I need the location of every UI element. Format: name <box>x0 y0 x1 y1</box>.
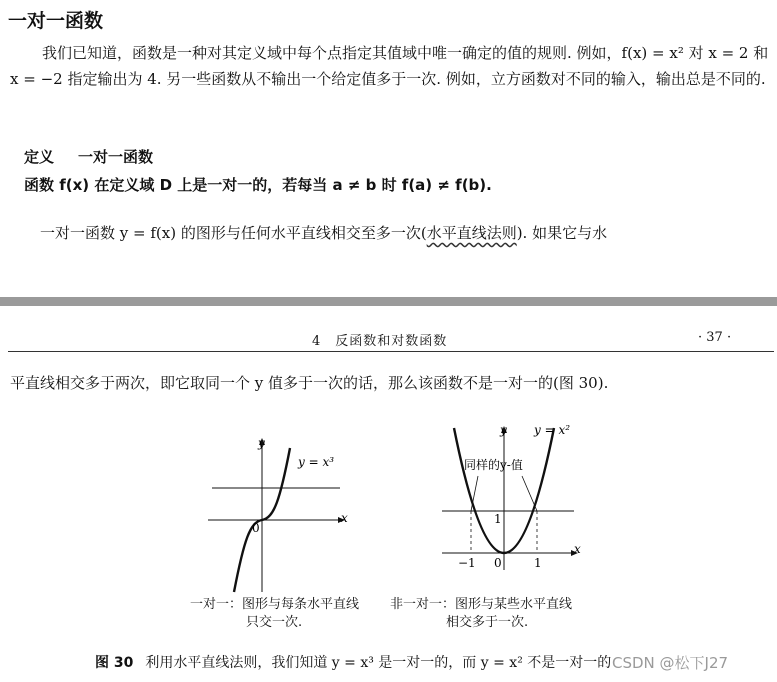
definition-heading <box>24 146 153 167</box>
figure-caption-label: 图 30 <box>95 655 134 671</box>
cubic-origin-label: 0 <box>252 521 260 535</box>
watermark: CSDN @松下J27 <box>612 654 729 672</box>
page-number: · 37 · <box>698 330 732 345</box>
pointer-right <box>522 476 537 511</box>
cubic-graph <box>208 436 348 592</box>
parabola-tick-y: 1 <box>494 512 502 526</box>
cubic-func-label: y = x³ <box>298 455 335 469</box>
horizontal-line-rule-term: 水平直线法则 <box>426 224 517 242</box>
left-caption-line1: 一对一：图形与每条水平直线 <box>190 597 360 612</box>
header-rule <box>8 351 774 352</box>
parabola-graph <box>442 423 581 570</box>
figure-30 <box>0 420 777 600</box>
parabola-tick-pos: 1 <box>534 556 542 570</box>
paragraph-continuation: 平直线相交多于两次，即它取同一个 y 值多于一次的话，那么该函数不是一对一的(图 30). <box>10 374 609 392</box>
cubic-x-label: x <box>341 511 348 525</box>
definition-body: 函数 f(x) 在定义域 D 上是一对一的，若每当 a ≠ b 时 f(a) ≠ f(b). <box>24 176 492 194</box>
right-caption <box>390 596 572 632</box>
p2-before: 一对一函数 y = f(x) 的图形与任何水平直线相交至多一次( <box>40 224 427 242</box>
pointer-left <box>471 476 478 511</box>
right-caption-line2: 相交多于一次. <box>446 615 529 630</box>
parabola-func-label: y = x² <box>534 423 571 437</box>
right-caption-line1: 非一对一：图形与某些水平直线 <box>390 597 573 612</box>
cubic-y-label: y <box>258 436 265 450</box>
same-y-annotation: 同样的y-值 <box>464 458 523 472</box>
parabola-y-label: y <box>500 423 507 437</box>
parabola-origin-label: 0 <box>494 556 502 570</box>
figure-caption-text: 利用水平直线法则，我们知道 y = x³ 是一对一的，而 y = x² 不是一对一的 <box>145 655 612 671</box>
definition-label: 定义 <box>24 148 55 166</box>
definition-term: 一对一函数 <box>78 148 154 166</box>
parabola-x-label: x <box>574 542 581 556</box>
chapter-title: 4 反函数和对数函数 <box>312 334 448 349</box>
left-caption-line2: 只交一次. <box>246 615 303 630</box>
figure-caption <box>95 652 611 672</box>
page-divider <box>0 297 777 306</box>
paragraph-intro: 我们已知道，函数是一种对其定义域中每个点指定其值域中唯一确定的值的规则. 例如，f(x) = x² 对 x = 2 和 x = −2 指定输出为 4. 另一些函数从不输出一个给定值多于一次. 例如，立方函数对不同的输入，输出总是不同的. <box>10 44 769 88</box>
section-title: 一对一函数 <box>8 10 104 32</box>
parabola-tick-neg: −1 <box>458 556 476 570</box>
left-caption <box>190 596 359 632</box>
p2-after: ). 如果它与水 <box>516 224 608 242</box>
paragraph-horizontal-line-rule <box>40 222 607 243</box>
